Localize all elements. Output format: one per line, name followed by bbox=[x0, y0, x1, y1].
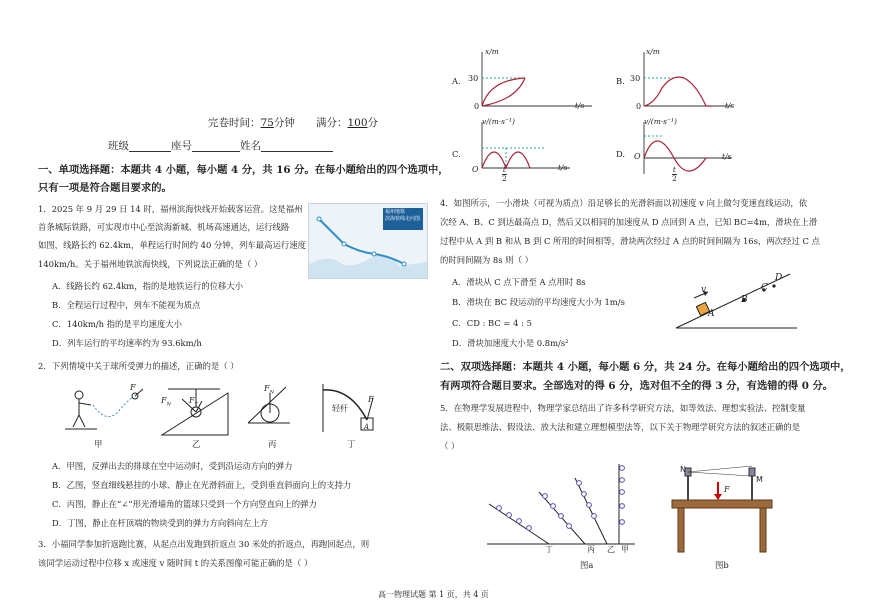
seat-field[interactable] bbox=[192, 141, 240, 152]
q4-label-v: v bbox=[701, 285, 707, 295]
q1-line: 140km/h。关于福州地铁滨海快线，下列说法正确的是（ ） bbox=[38, 259, 263, 269]
q4-line: 的时间间隔为 8s 则（ ） bbox=[440, 255, 533, 265]
section2-title-line2: 有两项符合题目要求。全部选对的得 6 分，选对但不全的得 3 分，有选错的得 0 分。 bbox=[440, 380, 834, 392]
q2-label-ding: 丁 bbox=[347, 439, 356, 449]
q2-label-yi: 乙 bbox=[192, 439, 201, 449]
q5-fig-a-caption: 图a bbox=[580, 560, 594, 570]
q5-fig-a-label-jia: 甲 bbox=[621, 545, 629, 554]
q4-option-a[interactable]: A．滑块从 C 点下滑至 A 点用时 8s bbox=[452, 277, 586, 287]
q4-label-b: B bbox=[741, 295, 748, 305]
q3-graph-d-letter[interactable]: D. bbox=[616, 149, 626, 159]
q3-graph-d-thalf: t 2 bbox=[672, 165, 677, 183]
q3-graph-d-yaxis: v/(m·s⁻¹) bbox=[644, 117, 677, 126]
section1-title-line1: 一、单项选择题：本题共 4 小题，每小题 4 分，共 16 分。在每小题给出的四个选项中， bbox=[38, 164, 449, 176]
q5-fig-b-caption: 图b bbox=[715, 560, 729, 570]
q3-graph-b-origin: 0 bbox=[636, 102, 642, 111]
q2-force-f-ding: F bbox=[368, 395, 374, 404]
q4-line: 过程中从 A 到 B 和从 B 到 C 所用的时间相等，滑块两次经过 A 点的时间间隔为 16s，两次经过 C 点 bbox=[440, 236, 820, 246]
q3-graph-d-xaxis: t/s bbox=[722, 152, 732, 161]
q3-graph-a-ytick: 30 bbox=[468, 74, 479, 83]
q4-label-a: A bbox=[708, 309, 715, 319]
q2-force-ft-yi: $F_T$ bbox=[189, 396, 198, 408]
seat-label: 座号 bbox=[171, 140, 192, 152]
q2-label-bing: 丙 bbox=[268, 439, 277, 449]
q3-graph-c-thalf: t 2 bbox=[502, 165, 507, 183]
exam-time bbox=[208, 117, 295, 129]
q1-line: 首条城际铁路，可实现市中心至滨海新城、机场高速通达，运行线路 bbox=[38, 222, 290, 232]
q3-graph-b-ytick: 30 bbox=[630, 74, 641, 83]
q3-graph-b-yaxis: x/m bbox=[646, 47, 660, 56]
time-label: 完卷时间： bbox=[208, 117, 261, 129]
q5-line: 5．在物理学发展进程中，物理学家总结出了许多科学研究方法，如等效法、理想实验法、控制变量 bbox=[440, 403, 806, 413]
q2-option-a[interactable]: A．甲图，反弹出去的排球在空中运动时，受到沿运动方向的弹力 bbox=[52, 461, 293, 471]
q2-block-a: A bbox=[364, 423, 370, 431]
score-value: 100 bbox=[347, 117, 368, 129]
section2-title-line1: 二、双项选择题：本题共 4 小题，每小题 6 分，共 24 分。在每小题给出的四个选项中， bbox=[440, 361, 851, 373]
q4-line: 4．如图所示，一小滑块（可视为质点）沿足够长的光滑斜面以初速度 v 向上做匀变速直线运动，依 bbox=[440, 198, 808, 208]
q2-rod-label: 轻杆 bbox=[332, 404, 348, 413]
q5-fig-a-label-bing: 丙 bbox=[587, 545, 595, 554]
time-unit: 分钟 bbox=[273, 117, 295, 129]
q3-graph-d-origin: O bbox=[634, 152, 641, 161]
q2-option-c[interactable]: C．丙图，静止在“∠”形光滑墙角的篮球只受到一个方向竖直向上的弹力 bbox=[52, 499, 317, 509]
q1-option-a[interactable]: A．线路长约 62.4km，指的是地铁运行的位移大小 bbox=[52, 281, 244, 291]
q4-incline-figure bbox=[672, 268, 802, 333]
metro-map-title: 福州地铁 滨海快线走向图 bbox=[385, 209, 421, 222]
q4-label-d: D bbox=[775, 273, 783, 283]
q1-option-d[interactable]: D．列车运行的平均速率约为 93.6km/h bbox=[52, 338, 202, 348]
q4-option-b[interactable]: B．滑块在 BC 段运动的平均速度大小为 1m/s bbox=[452, 297, 625, 307]
q4-option-d[interactable]: D．滑块加速度大小是 0.8m/s² bbox=[452, 338, 569, 348]
q5-fig-a-label-ding: 丁 bbox=[545, 545, 553, 554]
q5-figure-a bbox=[485, 462, 645, 552]
time-value: 75 bbox=[260, 117, 274, 129]
q3-graph-c-origin: O bbox=[472, 165, 479, 174]
q5-line: （ ） bbox=[440, 441, 460, 451]
q2-force-fn-yi: $F_N$ bbox=[161, 396, 171, 408]
metro-map-image bbox=[308, 203, 428, 279]
q1-line: 1．2025 年 9 月 29 日 14 时，福州滨海快线开始载客运营。这是福州 bbox=[38, 204, 303, 214]
score-label: 满分： bbox=[316, 117, 348, 129]
q2-stem: 2．下列情境中关于球所受弹力的描述，正确的是（ ） bbox=[38, 361, 239, 371]
q2-force-fn-bing: $F_N$ bbox=[264, 384, 274, 396]
q3-graph-a-origin: 0 bbox=[474, 102, 480, 111]
q1-option-b[interactable]: B．全程运行过程中，列车不能视为质点 bbox=[52, 300, 201, 310]
q3-graph-c-letter[interactable]: C. bbox=[452, 149, 461, 159]
q3-graph-a-letter[interactable]: A. bbox=[452, 76, 461, 86]
q3-graph-b-letter[interactable]: B. bbox=[616, 76, 625, 86]
q4-option-c[interactable]: C．CD : BC = 4 : 5 bbox=[452, 318, 532, 328]
q4-label-c: C bbox=[761, 283, 768, 293]
q5-fig-a-label-yi: 乙 bbox=[607, 545, 615, 554]
name-label: 姓名 bbox=[240, 140, 261, 152]
class-label: 班级 bbox=[108, 140, 129, 152]
q3-graph-b-xaxis: t/s bbox=[725, 101, 735, 110]
score-unit: 分 bbox=[367, 117, 379, 129]
q3-graph-c-xaxis: t/s bbox=[558, 163, 568, 172]
q1-line: 如图，线路长约 62.4km，单程运行时间约 40 分钟，列车最高运行速度 bbox=[38, 240, 307, 250]
name-field[interactable] bbox=[261, 141, 333, 152]
q5-line: 法、极限思维法、假设法、放大法和建立理想模型法等，以下关于物理学研究方法的叙述正确的是 bbox=[440, 422, 801, 432]
q3-line: 3．小福同学参加折返跑比赛，从起点出发跑到折返点 30 米处的折返点，再跑回起点，则 bbox=[38, 539, 370, 549]
q5-fig-b-label-m: M bbox=[756, 475, 763, 484]
section1-title-line2: 只有一项是符合题目要求的。 bbox=[38, 182, 172, 194]
q5-fig-b-label-n: N bbox=[680, 465, 686, 474]
q2-force-f-jia: F bbox=[130, 383, 136, 392]
q2-option-b[interactable]: B．乙图，竖直细线悬挂的小球、静止在光滑斜面上，受到垂直斜面向上的支持力 bbox=[52, 480, 352, 490]
q1-option-c[interactable]: C．140km/h 指的是平均速度大小 bbox=[52, 319, 183, 329]
q3-graph-a-xaxis: t/s bbox=[575, 101, 585, 110]
student-info-row bbox=[108, 140, 333, 152]
q4-line: 次经 A、B、C 到达最高点 D，然后又以相同的加速度从 D 点回到 A 点，已知 BC=4m，滑块在上滑 bbox=[440, 217, 818, 227]
q2-figure-yi bbox=[158, 385, 233, 440]
q3-graph-c-yaxis: v/(m·s⁻¹) bbox=[482, 117, 515, 126]
q2-label-jia: 甲 bbox=[94, 439, 103, 449]
full-score bbox=[316, 117, 378, 129]
q5-fig-b-label-f: F bbox=[724, 485, 730, 494]
q3-line: 该同学运动过程中位移 x 或速度 v 随时间 t 的关系图像可能正确的是（ ） bbox=[38, 558, 313, 568]
page-footer: 高一物理试题 第 1 页，共 4 页 bbox=[378, 590, 489, 599]
q2-option-d[interactable]: D．丁图，静止在杆顶端的物块受到的弹力方向斜向左上方 bbox=[52, 518, 269, 528]
class-field[interactable] bbox=[129, 141, 171, 152]
q3-graph-a-yaxis: x/m bbox=[485, 47, 499, 56]
